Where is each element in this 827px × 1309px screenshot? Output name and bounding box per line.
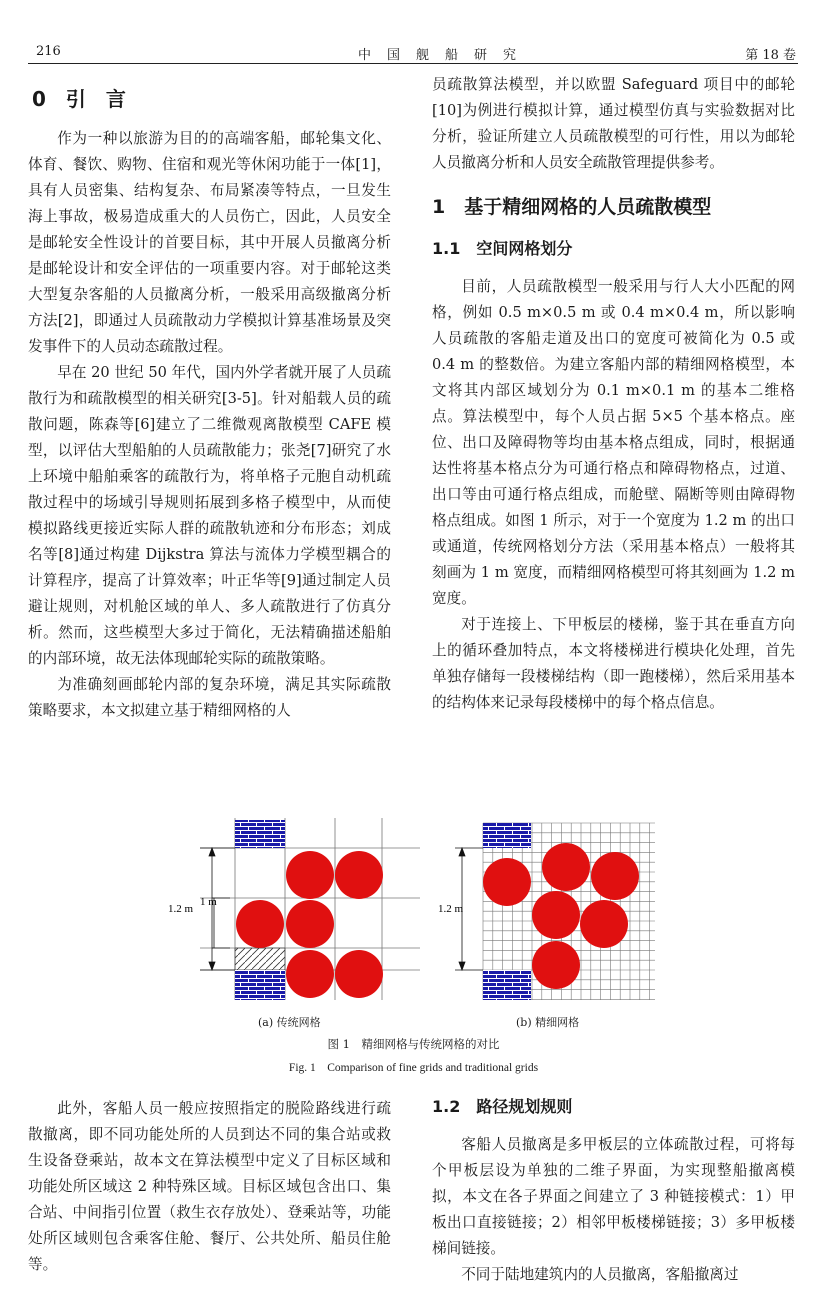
wall-block-top [235, 820, 285, 848]
intro-paragraph-continued: 员疏散算法模型，并以欧盟 Safeguard 项目中的邮轮[10]为例进行模拟计算，通过模型仿真与实验数据对比分析，验证所建立人员疏散模型的可行性，用以为邮轮人员撤离分析和人员安全疏散管理提供参考。 [432, 76, 795, 171]
section-0-heading: 0 引 言 [32, 87, 126, 111]
dim-label-1m: 1 m [200, 896, 217, 908]
path-paragraph-2: 不同于陆地建筑内的人员撤离，客船撤离过 [461, 1266, 739, 1283]
wall-block-bottom [483, 970, 531, 1000]
left-column [28, 86, 391, 724]
intro-paragraph-1: 作为一种以旅游为目的的高端客船，邮轮集文化、体育、餐饮、购物、住宿和观光等休闲功能于一体[1]，具有人员密集、结构复杂、布局紧凑等特点，一旦发生海上事故，极易造成重大的人员伤亡，因此，人员安全是邮轮安全性设计的首要目标，其中开展人员撤离分析是邮轮设计和安全评估的一项重要内容。对于邮轮这类大型复杂客船的人员撤离分析，一般采用高级撤离分析方法[2]，即通过人员疏散动力学模拟计算基准场景及突发事件下的人员动态疏散过程。 [28, 130, 391, 355]
figure-caption-cn: 图 1 精细网格与传统网格的对比 [327, 1037, 500, 1051]
page-number: 216 [36, 44, 61, 59]
hatched-obstacle [235, 948, 285, 970]
person-circle [286, 900, 334, 948]
person-circle [532, 941, 580, 989]
person-circle [532, 891, 580, 939]
section-1-1-heading: 1.1 空间网格划分 [432, 239, 573, 258]
path-paragraph-1: 客船人员撤离是多甲板层的立体疏散过程，可将每个甲板层设为单独的二维子界面，为实现整船撤离模拟，本文在各子界面之间建立了 3 种链接模式：1）甲板出口直接链接；2）相邻甲板楼梯链接；3）多甲板楼梯间链接。 [432, 1136, 795, 1257]
person-circle [286, 950, 334, 998]
person-circle [236, 900, 284, 948]
person-circle [542, 843, 590, 891]
header-rule [28, 63, 798, 64]
fine-grid-panel [438, 823, 655, 1000]
grid-paragraph-2: 对于连接上、下甲板层的楼梯，鉴于其在垂直方向上的循环叠加特点，本文将楼梯进行模块化处理，首先单独存储每一段楼梯结构（即一跑楼梯），然后采用基本的结构体来记录每段楼梯中的每个格点信息。 [432, 616, 795, 711]
right-column [432, 72, 795, 716]
figure-caption-a: (a) 传统网格 [258, 1016, 321, 1029]
targets-paragraph: 此外，客船人员一般应按照指定的脱险路线进行疏散撤离，即不同功能处所的人员到达不同的集合站或救生设备登乘站，故本文在算法模型中定义了目标区域和功能处所区域这 2 种特殊区域。目标区域包含出口、集合站、中间指引位置（救生衣存放处）、登乘站等，功能处所区域则包含乘客住舱、餐厅、公共处所、船员住舱等。 [28, 1100, 391, 1273]
intro-paragraph-2: 早在 20 世纪 50 年代，国内外学者就开展了人员疏散行为和疏散模型的相关研究[3-5]。针对船载人员的疏散问题，陈森等[6]建立了二维微观离散模型 CAFE 模型，以评估大型船舶的人员疏散能力；张尧[7]研究了水上环境中船舶乘客的疏散行为，将单格子元胞自动机疏散过程中的场域引导规则拓展到多格子模型中，从而使模拟路线更接近实际人群的疏散轨迹和分布形态；刘成名等[8]通过构建 Dijkstra 算法与流体力学模型耦合的计算程序，提高了计算效率；叶正华等[9]通过制定人员避让规则，对机舱区域的单人、多人疏散进行了仿真分析。然而，这些模型大多过于简化，无法精确描述船舶的内部环境，故无法体现邮轮实际的疏散策略。 [28, 364, 391, 667]
journal-name: 中国舰船研究 [358, 48, 533, 63]
volume-label: 第 18 卷 [745, 48, 796, 63]
person-circle [335, 851, 383, 899]
intro-paragraph-3: 为准确刻画邮轮内部的复杂环境，满足其实际疏散策略要求，本文拟建立基于精细网格的人 [28, 676, 391, 719]
person-circle [286, 851, 334, 899]
section-1-heading: 1 基于精细网格的人员疏散模型 [432, 196, 712, 218]
grid-paragraph-1: 目前，人员疏散模型一般采用与行人大小匹配的网格，例如 0.5 m×0.5 m 或 0.4 m×0.4 m，所以影响人员疏散的客船走道及出口的宽度可被简化为 0.5 或 0.4 m 的整数倍。为建立客船内部的精细网格模型，本文将其内部区域划分为 0.1 m×0.1 m 的基本二维格点。算法模型中，每个人员占据 5×5 个基本格点。座位、出口及障碍物等均由基本格点组成，同时，根据通达性将基本格点分为可通行格点和障碍物格点，过道、出口等由可通行格点组成，而舱壁、隔断等则由障碍物格点组成。如图 1 所示，对于一个宽度为 1.2 m 的出口或通道，传统网格划分方法（采用基本格点）一般将其刻画为 1 m 宽度，而精细网格模型可将其刻画为 1.2 m 宽度。 [432, 278, 795, 607]
wall-block-top [483, 823, 531, 848]
wall-block-bottom [235, 970, 285, 1000]
person-circle [335, 950, 383, 998]
running-header [28, 42, 798, 62]
figure-caption-en: Fig. 1 Comparison of fine grids and traditional grids [288, 1062, 539, 1074]
dim-label-1-2m-fine: 1.2 m [438, 903, 464, 915]
bottom-right-column [432, 1094, 795, 1288]
person-circle [483, 858, 531, 906]
dim-label-1-2m: 1.2 m [168, 903, 194, 915]
figure-1 [0, 815, 827, 1020]
section-1-2-heading: 1.2 路径规划规则 [432, 1097, 573, 1116]
person-circle [591, 852, 639, 900]
traditional-grid-panel [168, 818, 420, 1000]
bottom-left-column [28, 1096, 391, 1278]
person-circle [580, 900, 628, 948]
figure-caption-b: (b) 精细网格 [516, 1016, 580, 1029]
